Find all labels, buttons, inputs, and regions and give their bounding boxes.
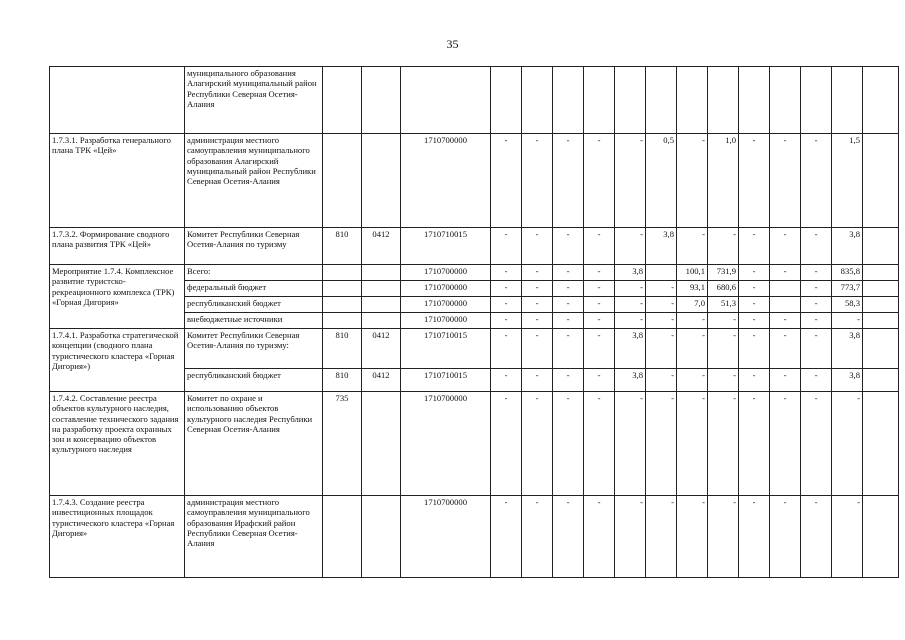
- value-cell: -: [677, 228, 708, 265]
- table-row: [50, 228, 899, 265]
- value-cell: [646, 265, 677, 281]
- value-cell: -: [522, 297, 553, 313]
- grbs-cell: [323, 313, 362, 329]
- grbs-cell: [323, 67, 362, 134]
- value-cell: -: [801, 329, 832, 369]
- value-cell: [677, 67, 708, 134]
- value-cell: -: [801, 496, 832, 578]
- value-cell: -: [491, 281, 522, 297]
- page-number: 35: [446, 37, 459, 51]
- value-cell: -: [677, 369, 708, 392]
- value-cell: -: [739, 297, 770, 313]
- value-cell: [770, 67, 801, 134]
- activity-name-cell: [50, 67, 185, 134]
- value-cell: -: [801, 297, 832, 313]
- value-cell: -: [677, 496, 708, 578]
- value-cell: -: [584, 329, 615, 369]
- value-cell: -: [615, 281, 646, 297]
- value-cell: 0,5: [646, 134, 677, 228]
- value-cell: -: [615, 392, 646, 496]
- value-cell: -: [491, 297, 522, 313]
- value-cell: 3,8: [615, 265, 646, 281]
- value-cell: [646, 67, 677, 134]
- grbs-cell: 735: [323, 392, 362, 496]
- value-cell: -: [553, 496, 584, 578]
- value-cell: -: [832, 313, 863, 329]
- value-cell: -: [646, 392, 677, 496]
- value-cell: -: [553, 329, 584, 369]
- value-cell: -: [739, 265, 770, 281]
- value-cell: [553, 67, 584, 134]
- value-cell: -: [739, 369, 770, 392]
- value-cell: -: [770, 369, 801, 392]
- value-cell: 835,8: [832, 265, 863, 281]
- value-cell: 680,6: [708, 281, 739, 297]
- value-cell: -: [646, 369, 677, 392]
- csr-cell: 1710700000: [401, 134, 491, 228]
- executor-cell: республиканский бюджет: [185, 297, 323, 313]
- value-cell: -: [491, 369, 522, 392]
- value-cell: [863, 281, 899, 297]
- executor-cell: Всего:: [185, 265, 323, 281]
- grbs-cell: 810: [323, 369, 362, 392]
- csr-cell: 1710710015: [401, 329, 491, 369]
- value-cell: -: [522, 496, 553, 578]
- executor-cell: Комитет по охране и использованию объектов культурного наследия Республики Северная Осетия-Алания: [185, 392, 323, 496]
- value-cell: [770, 297, 801, 313]
- value-cell: -: [615, 313, 646, 329]
- value-cell: -: [677, 313, 708, 329]
- value-cell: -: [708, 496, 739, 578]
- value-cell: -: [739, 496, 770, 578]
- value-cell: 1,5: [832, 134, 863, 228]
- value-cell: -: [832, 496, 863, 578]
- grbs-cell: [323, 134, 362, 228]
- executor-cell: муниципального образования Алагирский муниципальный район Республики Северная Осетия-Алания: [185, 67, 323, 134]
- value-cell: -: [522, 329, 553, 369]
- grbs-cell: [323, 297, 362, 313]
- value-cell: -: [522, 369, 553, 392]
- csr-cell: 1710700000: [401, 265, 491, 281]
- table-row: [50, 392, 899, 496]
- value-cell: [863, 329, 899, 369]
- value-cell: -: [770, 496, 801, 578]
- table-row: [50, 134, 899, 228]
- value-cell: -: [770, 134, 801, 228]
- csr-cell: 1710710015: [401, 369, 491, 392]
- value-cell: [832, 67, 863, 134]
- value-cell: -: [739, 392, 770, 496]
- value-cell: -: [801, 313, 832, 329]
- value-cell: -: [491, 134, 522, 228]
- value-cell: 773,7: [832, 281, 863, 297]
- value-cell: -: [770, 313, 801, 329]
- value-cell: -: [553, 134, 584, 228]
- value-cell: -: [584, 297, 615, 313]
- value-cell: 3,8: [646, 228, 677, 265]
- value-cell: 1,0: [708, 134, 739, 228]
- value-cell: [708, 67, 739, 134]
- value-cell: [770, 281, 801, 297]
- activity-name-cell: 1.7.3.2. Формирование сводного плана развития ТРК «Цей»: [50, 228, 185, 265]
- value-cell: -: [553, 392, 584, 496]
- value-cell: -: [832, 392, 863, 496]
- table-row: [50, 496, 899, 578]
- value-cell: -: [584, 496, 615, 578]
- executor-cell: республиканский бюджет: [185, 369, 323, 392]
- value-cell: [739, 67, 770, 134]
- value-cell: 731,9: [708, 265, 739, 281]
- table-row: [50, 265, 899, 281]
- table-row: [50, 67, 899, 134]
- rzpr-cell: [362, 297, 401, 313]
- value-cell: [863, 313, 899, 329]
- csr-cell: 1710700000: [401, 313, 491, 329]
- value-cell: 100,1: [677, 265, 708, 281]
- value-cell: -: [522, 281, 553, 297]
- executor-cell: Комитет Республики Северная Осетия-Алания по туризму: [185, 228, 323, 265]
- value-cell: -: [522, 265, 553, 281]
- value-cell: -: [615, 228, 646, 265]
- rzpr-cell: [362, 392, 401, 496]
- value-cell: -: [708, 313, 739, 329]
- value-cell: -: [522, 228, 553, 265]
- executor-cell: администрация местного самоуправления муниципального образования Ирафский район Республики Северная Осетия-Алания: [185, 496, 323, 578]
- value-cell: 3,8: [615, 329, 646, 369]
- value-cell: [584, 67, 615, 134]
- csr-cell: 1710710015: [401, 228, 491, 265]
- value-cell: -: [677, 134, 708, 228]
- value-cell: -: [491, 392, 522, 496]
- value-cell: -: [553, 265, 584, 281]
- value-cell: [863, 496, 899, 578]
- activity-name-cell: 1.7.4.2. Составление реестра объектов культурного наследия, составление технического задания на разработку проекта охранных зон и консервацию объектов культурного наследия: [50, 392, 185, 496]
- value-cell: -: [646, 297, 677, 313]
- activity-name-cell: Мероприятие 1.7.4. Комплексное развитие туристско-рекреационного комплекса (ТРК) «Горная Дигория»: [50, 265, 185, 329]
- rzpr-cell: [362, 496, 401, 578]
- value-cell: 3,8: [832, 228, 863, 265]
- csr-cell: 1710700000: [401, 392, 491, 496]
- value-cell: -: [553, 369, 584, 392]
- rzpr-cell: [362, 281, 401, 297]
- value-cell: [863, 265, 899, 281]
- value-cell: -: [553, 313, 584, 329]
- value-cell: -: [708, 392, 739, 496]
- value-cell: -: [615, 297, 646, 313]
- grbs-cell: [323, 281, 362, 297]
- activity-name-cell: 1.7.3.1. Разработка генерального плана ТРК «Цей»: [50, 134, 185, 228]
- executor-cell: внебюджетные источники: [185, 313, 323, 329]
- value-cell: 93,1: [677, 281, 708, 297]
- table-body: [50, 67, 899, 578]
- value-cell: -: [801, 228, 832, 265]
- rzpr-cell: [362, 313, 401, 329]
- value-cell: [863, 228, 899, 265]
- value-cell: [863, 297, 899, 313]
- rzpr-cell: 0412: [362, 329, 401, 369]
- value-cell: [863, 67, 899, 134]
- value-cell: -: [646, 329, 677, 369]
- value-cell: [491, 67, 522, 134]
- value-cell: -: [739, 281, 770, 297]
- value-cell: 3,8: [832, 329, 863, 369]
- value-cell: -: [584, 134, 615, 228]
- value-cell: -: [615, 496, 646, 578]
- value-cell: -: [584, 281, 615, 297]
- value-cell: 7,0: [677, 297, 708, 313]
- value-cell: -: [801, 369, 832, 392]
- value-cell: [615, 67, 646, 134]
- value-cell: -: [708, 369, 739, 392]
- value-cell: -: [739, 313, 770, 329]
- value-cell: -: [491, 329, 522, 369]
- grbs-cell: [323, 265, 362, 281]
- value-cell: 3,8: [615, 369, 646, 392]
- executor-cell: федеральный бюджет: [185, 281, 323, 297]
- value-cell: -: [801, 134, 832, 228]
- value-cell: -: [584, 265, 615, 281]
- value-cell: [863, 134, 899, 228]
- value-cell: -: [708, 228, 739, 265]
- budget-table: [49, 66, 899, 578]
- value-cell: -: [522, 392, 553, 496]
- value-cell: -: [646, 313, 677, 329]
- value-cell: -: [801, 265, 832, 281]
- value-cell: 3,8: [832, 369, 863, 392]
- value-cell: -: [646, 496, 677, 578]
- value-cell: -: [770, 265, 801, 281]
- value-cell: [801, 67, 832, 134]
- value-cell: -: [584, 228, 615, 265]
- table-row: [50, 329, 899, 369]
- value-cell: -: [491, 228, 522, 265]
- value-cell: -: [646, 281, 677, 297]
- value-cell: -: [491, 313, 522, 329]
- value-cell: -: [584, 313, 615, 329]
- csr-cell: [401, 67, 491, 134]
- grbs-cell: 810: [323, 228, 362, 265]
- csr-cell: 1710700000: [401, 496, 491, 578]
- value-cell: -: [770, 228, 801, 265]
- rzpr-cell: 0412: [362, 369, 401, 392]
- value-cell: -: [522, 313, 553, 329]
- executor-cell: Комитет Республики Северная Осетия-Алания по туризму:: [185, 329, 323, 369]
- value-cell: -: [801, 281, 832, 297]
- value-cell: -: [553, 281, 584, 297]
- value-cell: -: [491, 496, 522, 578]
- value-cell: -: [553, 297, 584, 313]
- value-cell: -: [708, 329, 739, 369]
- value-cell: -: [522, 134, 553, 228]
- value-cell: -: [801, 392, 832, 496]
- value-cell: -: [553, 228, 584, 265]
- grbs-cell: 810: [323, 329, 362, 369]
- csr-cell: 1710700000: [401, 297, 491, 313]
- value-cell: 51,3: [708, 297, 739, 313]
- value-cell: -: [739, 228, 770, 265]
- rzpr-cell: [362, 265, 401, 281]
- value-cell: -: [739, 134, 770, 228]
- rzpr-cell: 0412: [362, 228, 401, 265]
- value-cell: -: [584, 392, 615, 496]
- value-cell: [522, 67, 553, 134]
- value-cell: -: [677, 392, 708, 496]
- value-cell: -: [615, 134, 646, 228]
- rzpr-cell: [362, 67, 401, 134]
- executor-cell: администрация местного самоуправления муниципального образования Алагирский муниципальный район Республики Северная Осетия-Алания: [185, 134, 323, 228]
- value-cell: [863, 369, 899, 392]
- activity-name-cell: 1.7.4.3. Создание реестра инвестиционных площадок туристического кластера «Горная Дигория»: [50, 496, 185, 578]
- activity-name-cell: 1.7.4.1. Разработка стратегической концепции (сводного плана туристического кластера «Горная Дигория»): [50, 329, 185, 392]
- value-cell: -: [770, 329, 801, 369]
- value-cell: -: [491, 265, 522, 281]
- value-cell: -: [677, 329, 708, 369]
- value-cell: 58,3: [832, 297, 863, 313]
- value-cell: -: [584, 369, 615, 392]
- value-cell: -: [770, 392, 801, 496]
- csr-cell: 1710700000: [401, 281, 491, 297]
- rzpr-cell: [362, 134, 401, 228]
- grbs-cell: [323, 496, 362, 578]
- value-cell: -: [739, 329, 770, 369]
- value-cell: [863, 392, 899, 496]
